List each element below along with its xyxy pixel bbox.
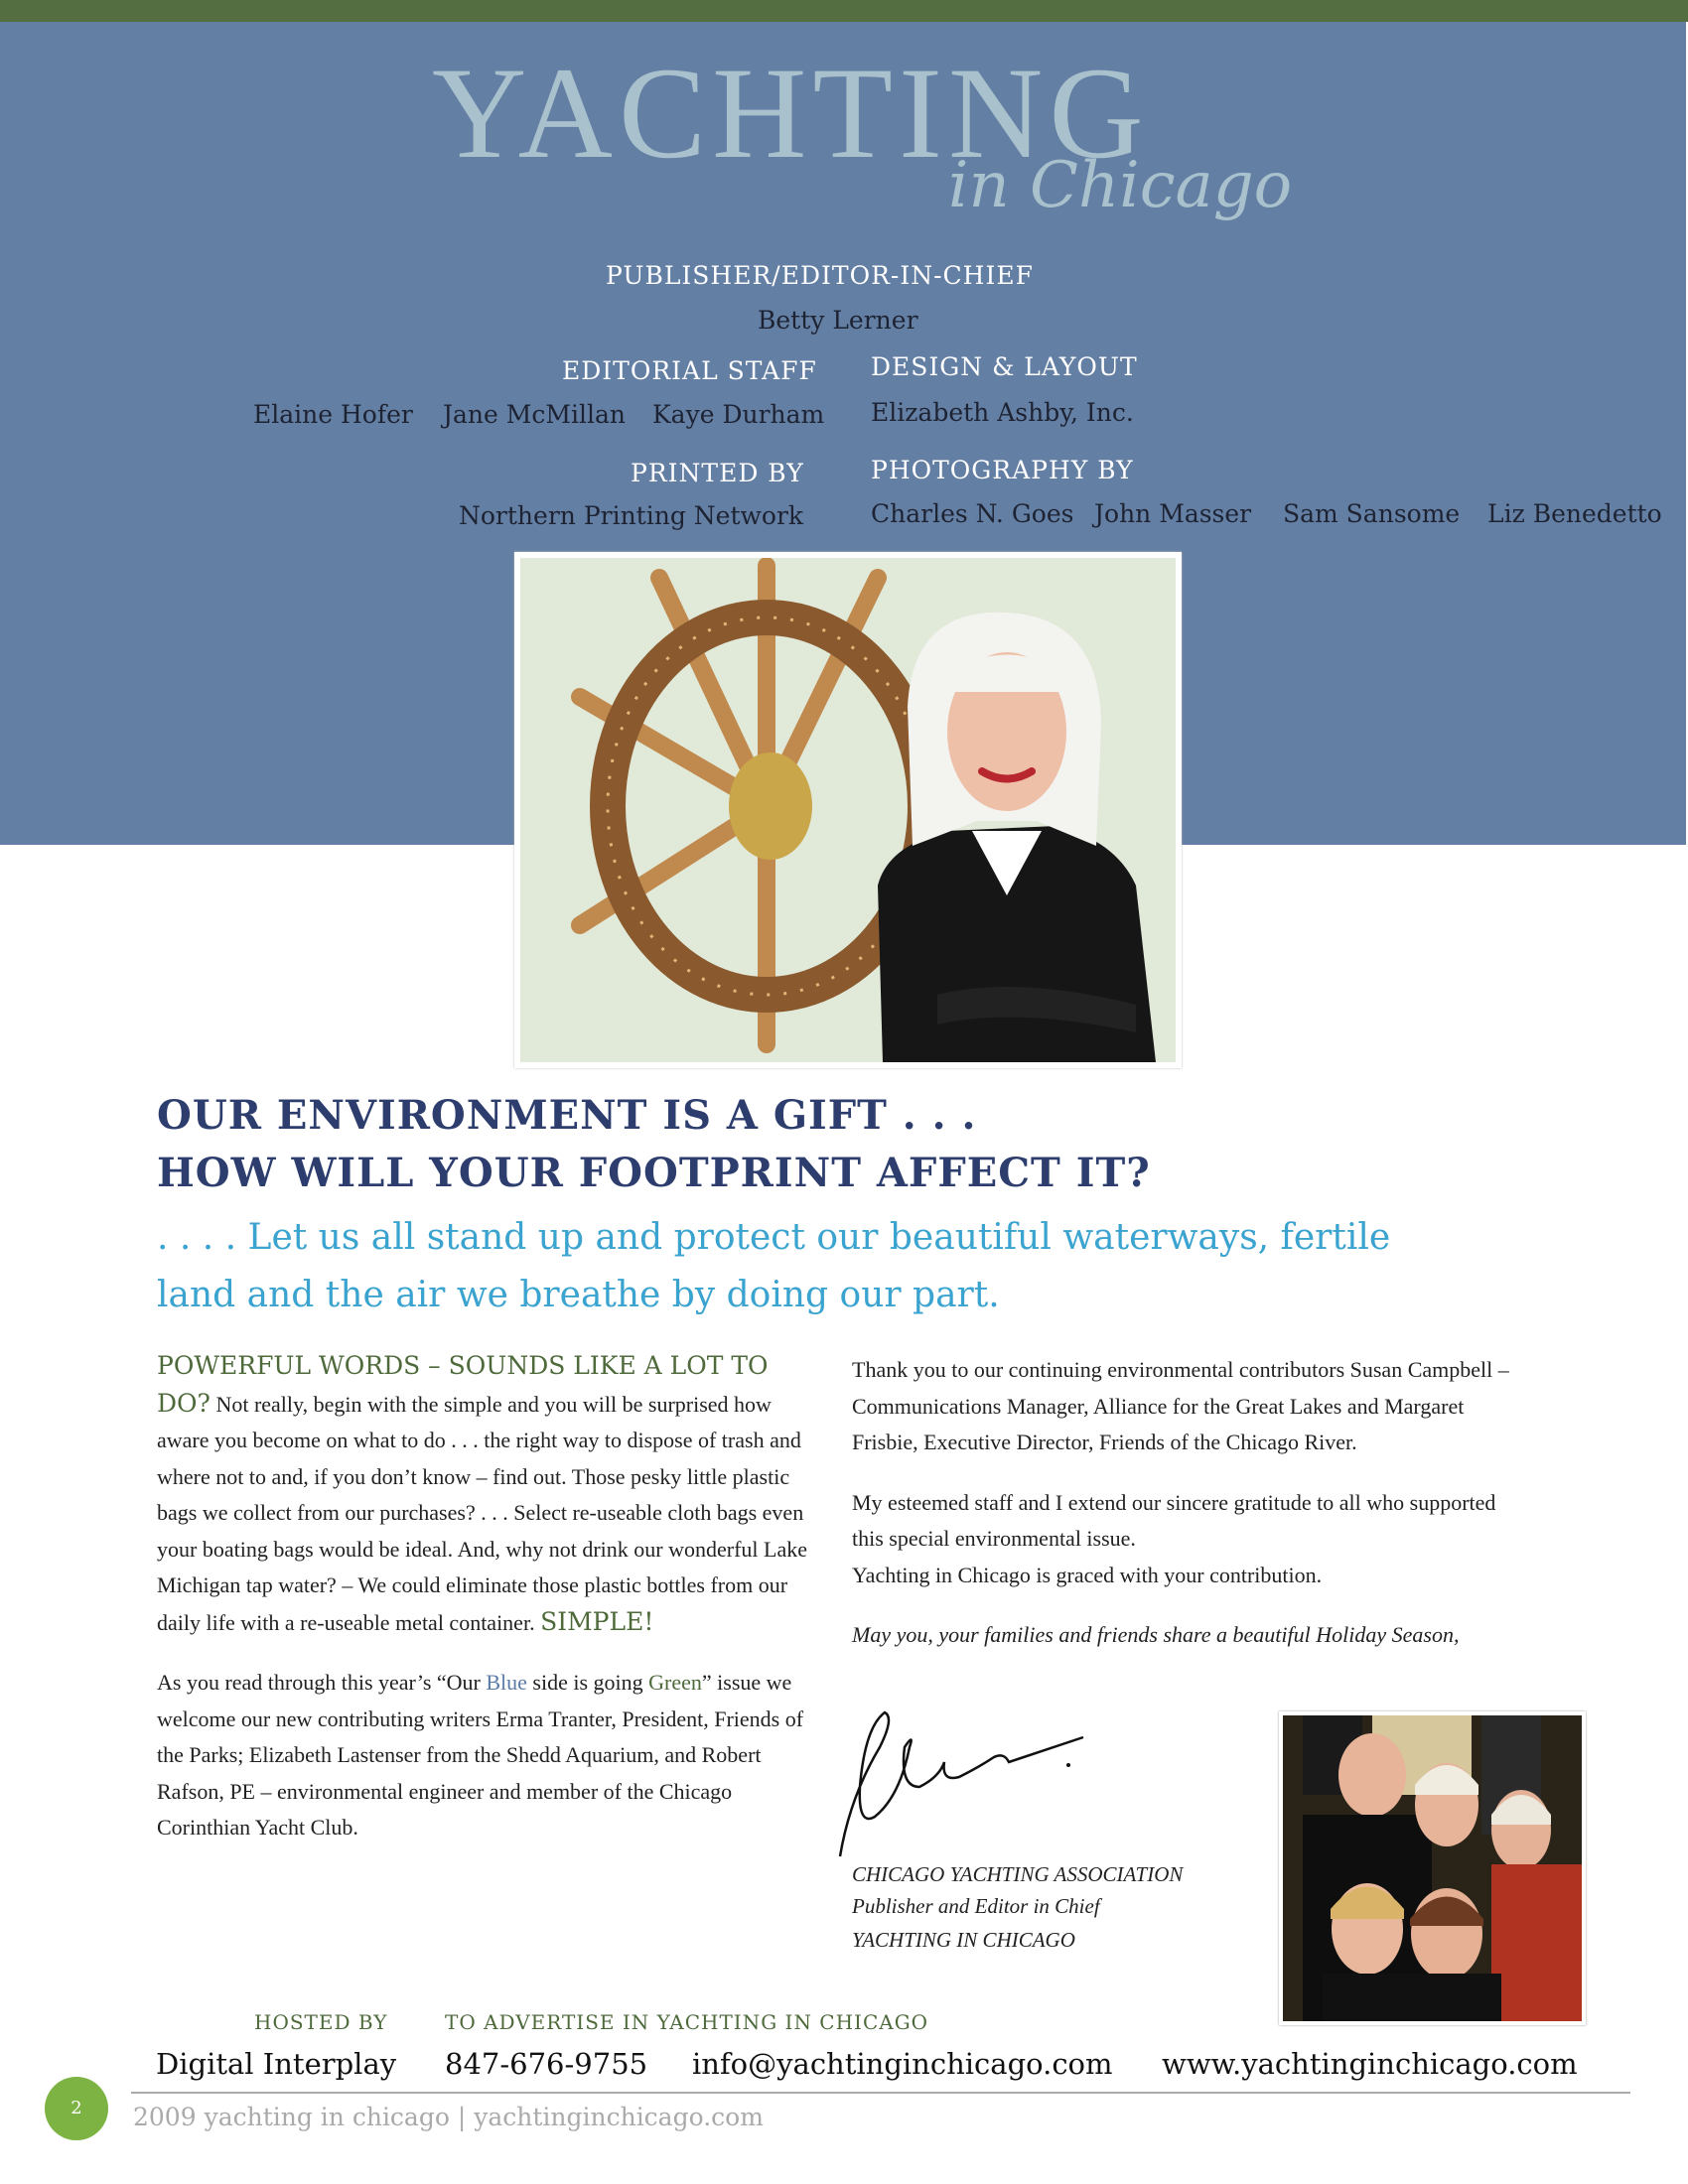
editorial-staff-label: EDITORIAL STAFF xyxy=(562,356,817,385)
writers-text: As you read through this year’s “Our xyxy=(157,1670,487,1695)
page-number-badge: 2 xyxy=(45,2077,108,2140)
subhead-line-1: . . . . Let us all stand up and protect our beautiful waterways, fertile xyxy=(157,1217,1391,1258)
writers-paragraph xyxy=(157,1665,822,1846)
photographer-name: John Masser xyxy=(1094,499,1252,528)
left-column xyxy=(157,1348,822,1846)
signature-icon xyxy=(830,1707,1088,1866)
right-column xyxy=(852,1352,1527,1654)
design-name: Elizabeth Ashby, Inc. xyxy=(871,398,1134,427)
signature-publication: YACHTING IN CHICAGO xyxy=(852,1928,1075,1952)
lead-in-text: POWERFUL WORDS – SOUNDS LIKE A LOT TO DO? xyxy=(157,1351,769,1418)
photographer-name: Liz Benedetto xyxy=(1487,499,1662,528)
publisher-name: Betty Lerner xyxy=(758,306,918,335)
subhead-line-2: land and the air we breathe by doing our part. xyxy=(157,1275,1000,1315)
writers-text: side is going xyxy=(526,1670,649,1695)
graced-line: Yachting in Chicago is graced with your contribution. xyxy=(852,1562,1323,1587)
magazine-logo-subtitle: in Chicago xyxy=(948,149,1293,222)
email-link[interactable]: info@yachtinginchicago.com xyxy=(692,2047,1113,2081)
gratitude-paragraph: My esteemed staff and I extend our sincere gratitude to all who supported this special environmental issue. xyxy=(852,1489,1496,1551)
signature-title: Publisher and Editor in Chief xyxy=(852,1894,1100,1918)
editorial-name: Elaine Hofer xyxy=(253,400,413,429)
writers-text: ” issue we welcome our new contributing writers Erma Tranter, President, Friends of the Parks; Elizabeth Lastenser from the Shedd Aquarium, and Robert Rafson, PE – environmental engineer and member of the Chicago Corinthian Yacht Club. xyxy=(157,1670,804,1840)
editorial-name: Kaye Durham xyxy=(652,400,825,429)
editorial-name: Jane McMillan xyxy=(443,400,626,429)
page-folio: 2009 yachting in chicago | yachtinginchicago.com xyxy=(133,2103,764,2131)
holiday-closing: May you, your families and friends share a beautiful Holiday Season, xyxy=(852,1622,1460,1647)
ship-wheel-portrait-illustration xyxy=(520,558,1176,1062)
blue-word: Blue xyxy=(486,1670,527,1695)
footer-divider xyxy=(131,2092,1630,2094)
intro-text: Not really, begin with the simple and you will be surprised how aware you become on what to do . . . the right way to dispose of trash and where not to and, if you don’t know – find out. Those pesky little plastic bags we collect from our purchases? . . . Select re-useable cloth bags even your boating bags would be ideal. And, why not drink our wonderful Lake Michigan tap water? – We could eliminate those plastic bottles from our daily life with a re-useable metal container. xyxy=(157,1391,807,1635)
top-accent-bar xyxy=(0,0,1688,22)
intro-paragraph xyxy=(157,1348,822,1641)
printer-name: Northern Printing Network xyxy=(459,501,804,530)
editor-portrait-photo xyxy=(514,552,1182,1068)
photographer-name: Charles N. Goes xyxy=(871,499,1074,528)
group-portrait-illustration xyxy=(1283,1715,1582,2021)
green-word: Green xyxy=(648,1670,702,1695)
headline-line-1: OUR ENVIRONMENT IS A GIFT . . . xyxy=(157,1092,977,1139)
signature-organization: CHICAGO YACHTING ASSOCIATION xyxy=(852,1862,1184,1886)
hosted-by-label: HOSTED BY xyxy=(254,2010,388,2034)
advertise-label: TO ADVERTISE IN YACHTING IN CHICAGO xyxy=(445,2010,929,2034)
design-layout-label: DESIGN & LAYOUT xyxy=(871,352,1138,381)
magazine-logo-title: YACHTING xyxy=(432,40,1150,186)
photographer-name: Sam Sansome xyxy=(1283,499,1461,528)
headline-line-2: HOW WILL YOUR FOOTPRINT AFFECT IT? xyxy=(157,1150,1151,1196)
contributors-paragraph: Thank you to our continuing environmental contributors Susan Campbell – Communications Manager, Alliance for the Great Lakes and Margaret Frisbie, Executive Director, Friends of the Chicago River. xyxy=(852,1357,1509,1454)
phone-number[interactable]: 847-676-9755 xyxy=(445,2047,648,2081)
host-name: Digital Interplay xyxy=(156,2047,397,2081)
publisher-label: PUBLISHER/EDITOR-IN-CHIEF xyxy=(606,261,1034,290)
group-photo xyxy=(1279,1711,1586,2025)
photography-label: PHOTOGRAPHY BY xyxy=(871,456,1134,484)
simple-emphasis: SIMPLE! xyxy=(540,1606,654,1636)
website-link[interactable]: www.yachtinginchicago.com xyxy=(1162,2047,1578,2081)
printed-by-label: PRINTED BY xyxy=(631,459,804,487)
